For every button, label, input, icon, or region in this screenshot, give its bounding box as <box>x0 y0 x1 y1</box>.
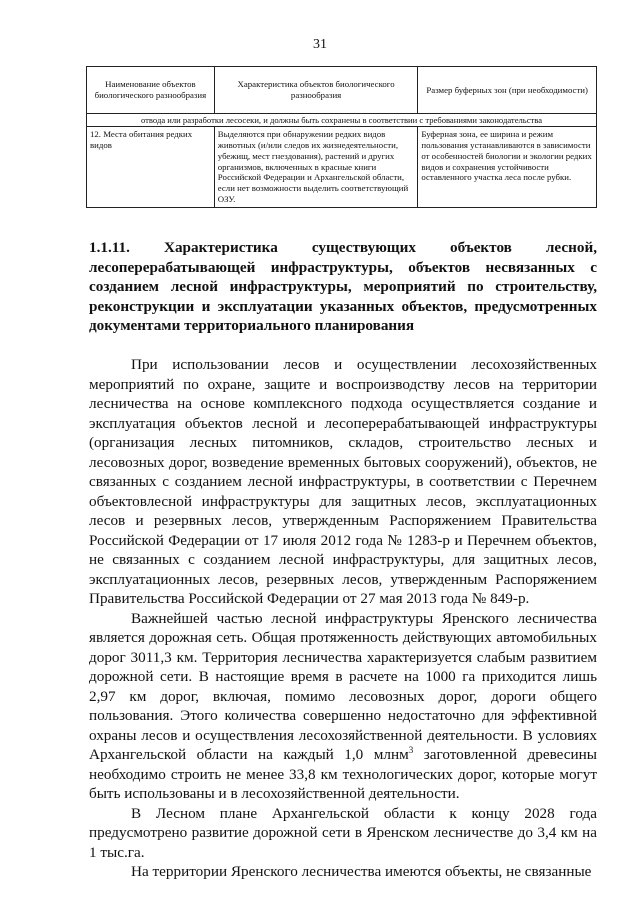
body-text <box>89 355 597 882</box>
section-heading: 1.1.11. Характеристика существующих объектов лесной, лесоперерабатывающей инфраструктуры, объектов несвязанных с созданием лесной инфраструктуры, мероприятий по строительству, реконструкции и эксплуатации указанных объектов, предусмотренных документами территориального планирования <box>89 239 597 334</box>
paragraph-text: заготовленной древесины необходимо строить не менее 33,8 км технологических дорог, которые могут быть использованы и в лесохозяйственной деятельности. <box>89 746 597 802</box>
superscript: 3 <box>408 744 414 755</box>
table-span-row <box>87 114 597 127</box>
paragraph-text: Важнейшей частью лесной инфраструктуры Яренского лесничества является дорожная сеть. Общая протяженность действующих автомобильных дорог 3011,3 км. Территория лесничества характеризуется слабым развитием дорожной сети. В настоящие время в расчете на 1000 га приходится лишь 2,97 км дорог, включая, помимо лесовозных дорог, дороги общего пользования. Этого количества совершенно недостаточно для эффективной охраны лесов и осуществления лесохозяйственной деятельности. В условиях Архангельской области на каждый 1,0 млнм <box>89 609 597 763</box>
paragraph: На территории Яренского лесничества имеются объекты, не связанные <box>131 863 592 880</box>
page-number: 31 <box>313 37 327 52</box>
table-row <box>87 127 597 207</box>
table-header-row <box>87 67 597 114</box>
paragraph: В Лесном плане Архангельской области к концу 2028 года предусмотрено развитие дорожной сети в Яренском лесничестве до 3,4 км на 1 тыс.га. <box>89 804 597 861</box>
table-span-cell: отвода или разработки лесосеки, и должны быть сохранены в соответствии с требованиями законодательства <box>87 114 597 127</box>
table-cell-characteristic: Выделяются при обнаружении редких видов животных (и/или следов их жизнедеятельности, убежищ, мест гнездования), растений и других организмов, включенных в красные книги Российской Федерации и Архангельской области, если нет возможности выделить соответствующий ОЗУ. <box>214 127 418 207</box>
biodiversity-table <box>86 66 597 208</box>
table-header-name: Наименование объектов биологического разнообразия <box>87 67 215 114</box>
paragraph: При использовании лесов и осуществлении лесохозяйственных мероприятий по охране, защите и воспроизводству лесов на территории лесничества на основе комплексного подхода осуществляется создание и эксплуатация объектов лесной и лесоперерабатывающей инфраструктуры (организация лесных питомников, складов, строительство лесных и лесовозных дорог, возведение временных бытовых сооружений), объектов, не связанных с созданием лесной инфраструктуры, в соответствии с Перечнем объектовлесной инфраструктуры для защитных лесов, эксплуатационных лесов и резервных лесов, утвержденным Распоряжением Правительства Российской Федерации от 17 июля 2012 года № 1283-р и Перечнем объектов, не связанных с созданием лесной инфраструктуры, для защитных лесов, эксплуатационных лесов, резервных лесов, утвержденным Распоряжением Правительства Российской Федерации от 27 мая 2013 года № 849-р. <box>89 356 597 607</box>
table-cell-name: 12. Места обитания редких видов <box>87 127 215 207</box>
table-header-characteristic: Характеристика объектов биологического разнообразия <box>214 67 418 114</box>
table-cell-buffer: Буферная зона, ее ширина и режим пользования устанавливаются в зависимости от особенностей биологии и экологии редких видов и сохранения устойчивости оставленного участка леса после рубки. <box>418 127 597 207</box>
table-header-buffer: Размер буферных зон (при необходимости) <box>418 67 597 114</box>
paragraph <box>89 609 597 804</box>
